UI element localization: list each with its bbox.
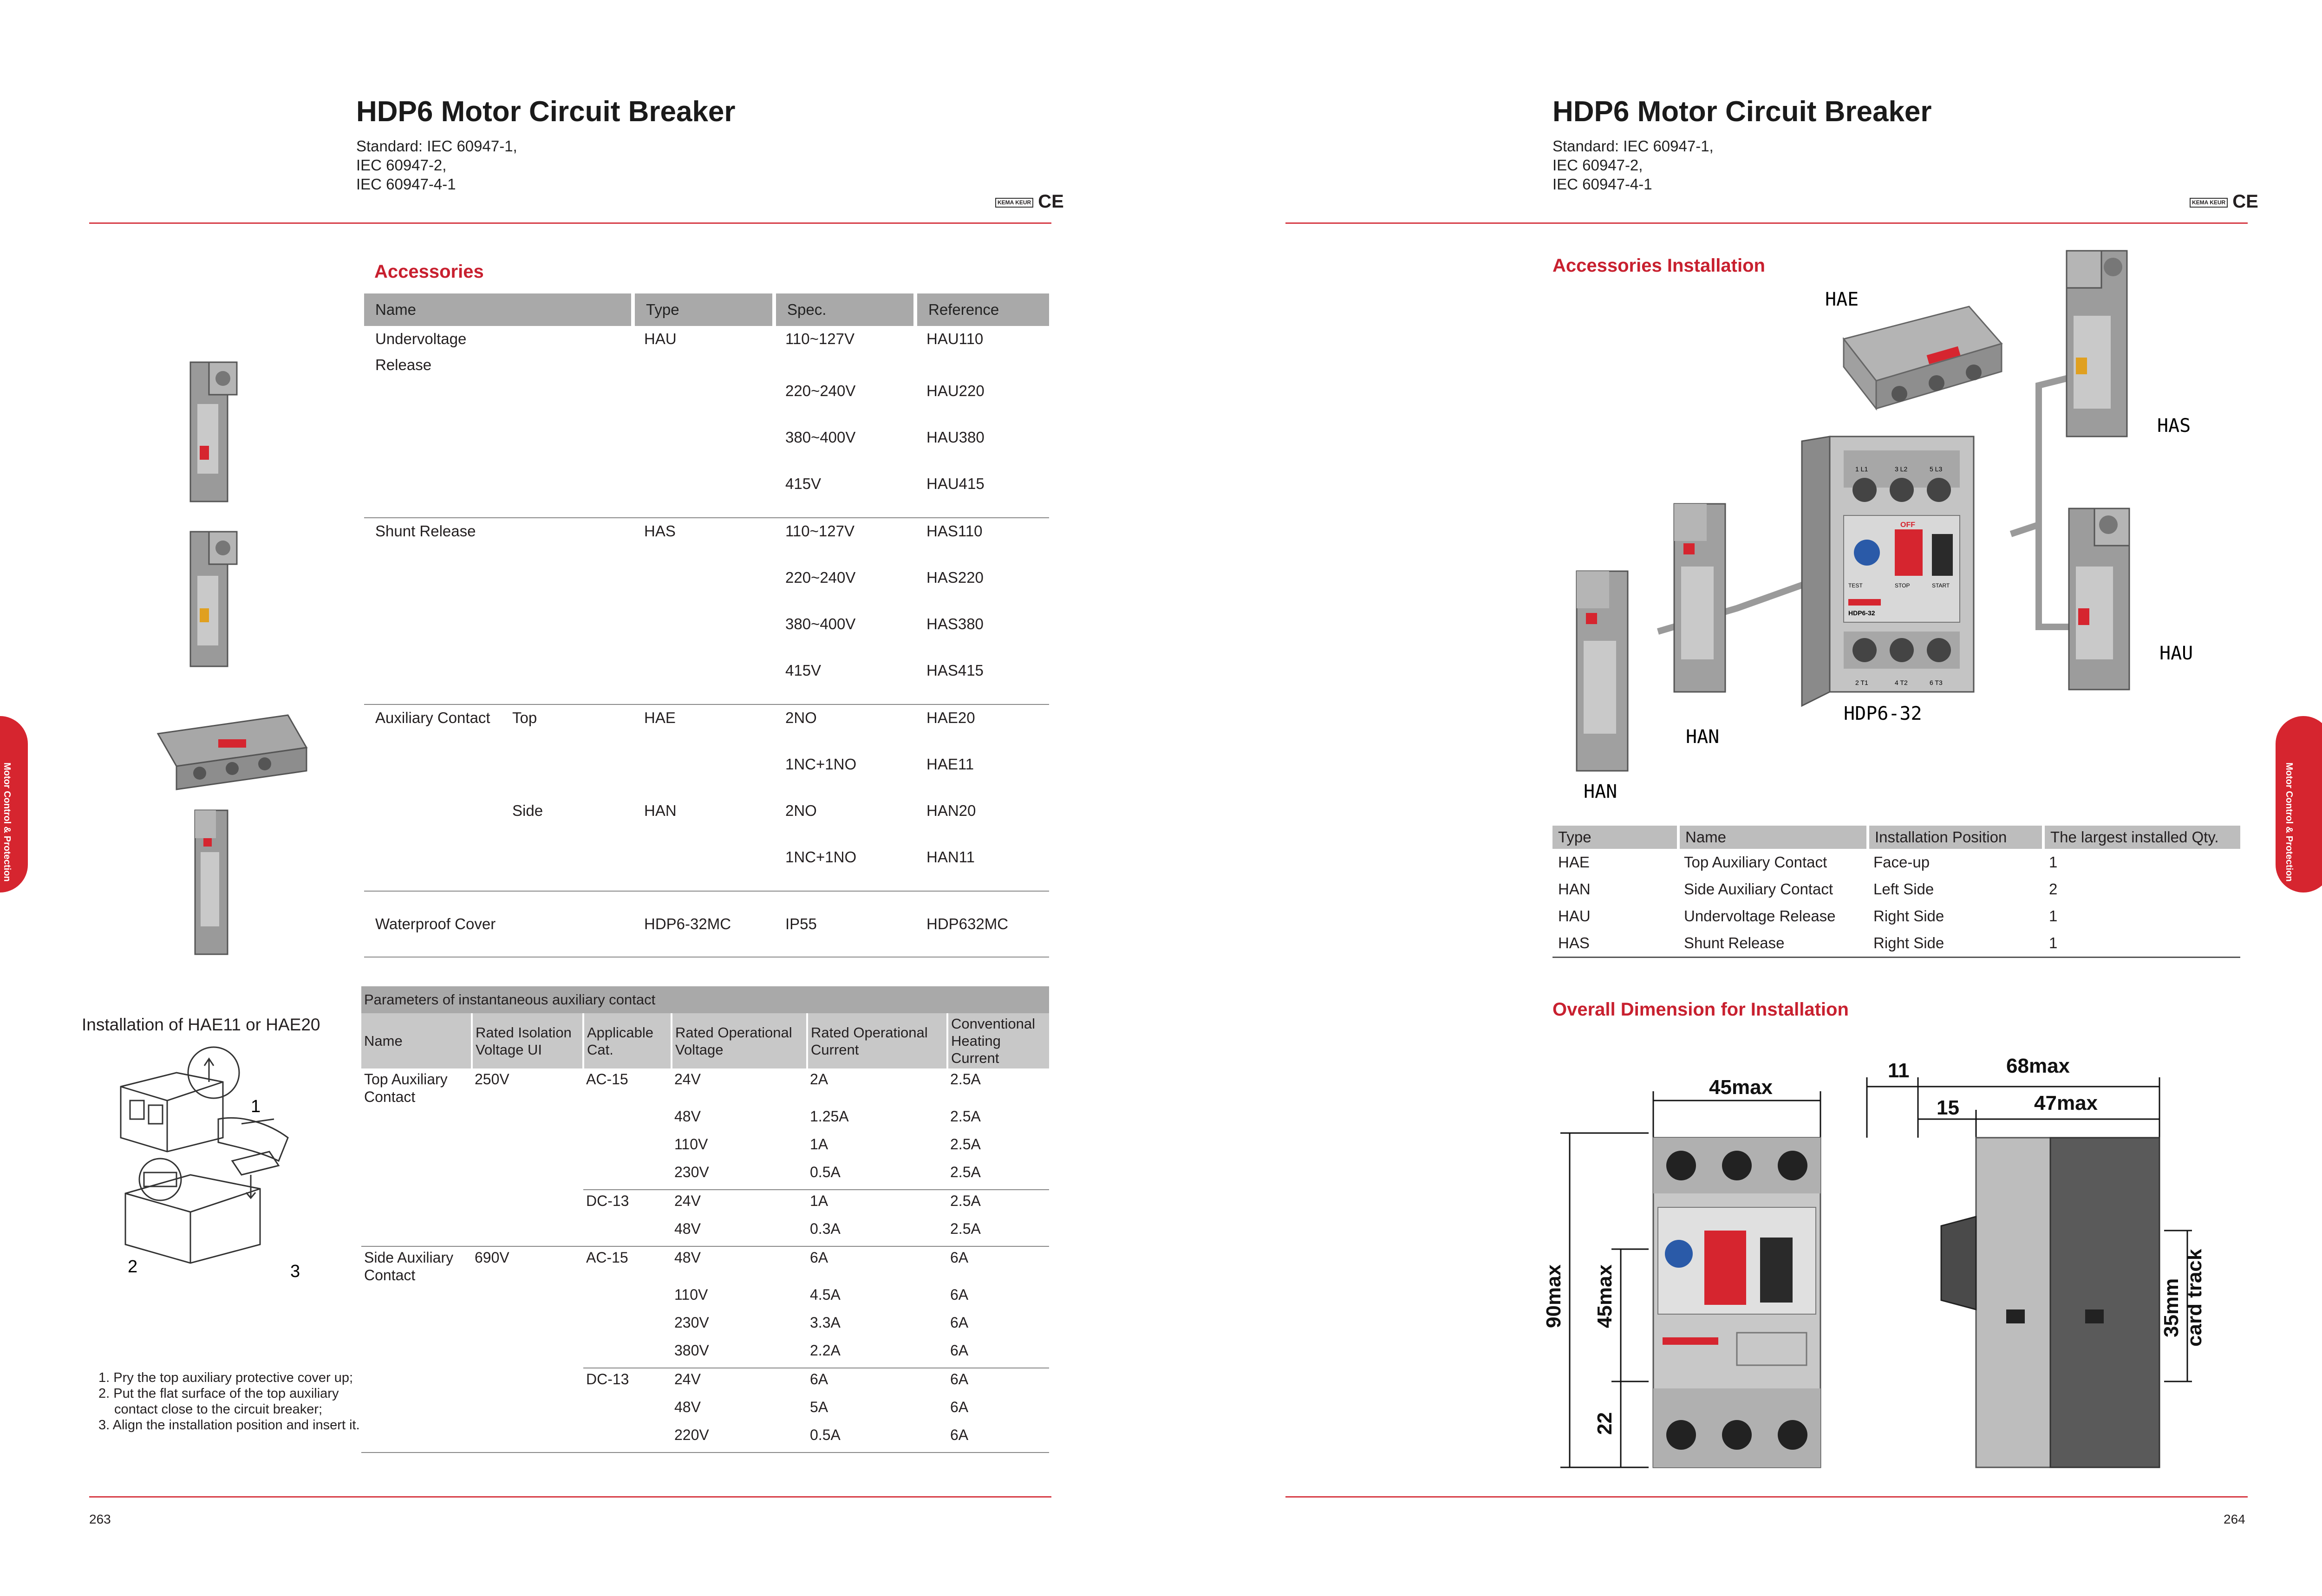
accessory-subtype: Top xyxy=(512,709,537,726)
accessory-ref: HAN20 xyxy=(926,802,976,819)
param-ui xyxy=(472,1368,583,1396)
param-i: 1.25A xyxy=(810,1108,849,1125)
param-h: 2.5A xyxy=(947,1190,1049,1218)
param-ui: 690V xyxy=(472,1246,583,1284)
param-v: 380V xyxy=(674,1342,709,1359)
param-v: 24V xyxy=(674,1071,701,1088)
callout-2: 2 xyxy=(128,1257,138,1277)
accessory-spec: 220~240V xyxy=(785,569,856,586)
left-top-rule xyxy=(89,222,1051,224)
accessory-photos xyxy=(139,353,325,966)
accessories-install-figure xyxy=(1570,246,2211,808)
accessory-ref: HAS380 xyxy=(926,615,984,632)
param-h: 2.5A xyxy=(950,1164,981,1180)
param-ui: 250V xyxy=(475,1071,509,1088)
accessory-name-cell xyxy=(364,891,633,957)
param-name xyxy=(361,1161,472,1190)
param-row xyxy=(361,1133,1049,1161)
left-page-number: 263 xyxy=(89,1512,111,1526)
param-v: 230V xyxy=(674,1314,709,1331)
standard-line: Standard: IEC 60947-1, xyxy=(356,137,517,155)
accessory-spec: 2NO xyxy=(785,709,817,726)
accessory-type xyxy=(633,611,774,658)
dim-11: 11 xyxy=(1888,1059,1910,1082)
param-row xyxy=(361,1368,1049,1396)
callout-3: 3 xyxy=(290,1262,300,1281)
install-cell: Left Side xyxy=(1873,880,1934,898)
param-i: 1A xyxy=(810,1136,828,1153)
accessory-name-cell xyxy=(364,798,633,844)
label-hau: HAU xyxy=(2159,643,2193,664)
accessory-row xyxy=(364,326,1049,378)
han-inner-figure-icon xyxy=(1674,504,1725,692)
han-outer-figure-icon xyxy=(1577,571,1628,771)
col-header-spec: Spec. xyxy=(774,293,915,326)
param-name xyxy=(361,1340,472,1368)
param-header-heating: Conventional Heating Current xyxy=(947,1013,1049,1068)
install-cell: Right Side xyxy=(1873,934,1944,951)
accessory-type xyxy=(633,378,774,424)
install-step: 1. Pry the top auxiliary protective cover up; xyxy=(98,1370,353,1385)
install-cell: Undervoltage Release xyxy=(1684,907,1836,925)
dim-22: 22 xyxy=(1593,1412,1616,1435)
param-h: 6A xyxy=(947,1424,1049,1453)
param-ui xyxy=(472,1312,583,1340)
dim-45max-height: 45max xyxy=(1593,1264,1616,1328)
param-name xyxy=(361,1284,472,1312)
param-name: Side Auxiliary Contact xyxy=(361,1246,472,1284)
dim-card-track: card track xyxy=(2183,1249,2206,1347)
accessory-name: Undervoltage Release xyxy=(375,330,467,373)
accessory-type xyxy=(633,844,774,891)
param-cat xyxy=(583,1133,672,1161)
param-i: 2A xyxy=(810,1071,828,1088)
hae-figure-icon xyxy=(1844,306,2002,409)
start-text: START xyxy=(1932,582,1950,589)
param-i: 5A xyxy=(810,1399,828,1415)
param-cat: DC-13 xyxy=(583,1190,672,1218)
param-name xyxy=(361,1106,472,1133)
param-h: 2.5A xyxy=(950,1136,981,1153)
accessory-row xyxy=(364,751,1049,798)
param-ui xyxy=(472,1218,583,1246)
accessory-type xyxy=(633,424,774,471)
accessory-ref: HAU110 xyxy=(926,330,984,347)
hau-figure-icon xyxy=(2069,508,2129,690)
accessory-ref: HAE11 xyxy=(926,756,974,773)
accessory-type xyxy=(633,565,774,611)
left-page-title: HDP6 Motor Circuit Breaker xyxy=(356,96,736,128)
param-i: 6A xyxy=(807,1368,947,1396)
install-step: 2. Put the flat surface of the top auxiliary xyxy=(98,1386,339,1401)
param-cat xyxy=(583,1424,672,1453)
accessory-spec: 380~400V xyxy=(785,429,856,446)
term-t1: 2 T1 xyxy=(1855,679,1868,686)
accessory-row xyxy=(364,844,1049,891)
param-v: 48V xyxy=(674,1108,701,1125)
accessory-subtype: Side xyxy=(512,802,543,819)
label-has: HAS xyxy=(2157,415,2191,436)
param-cat xyxy=(583,1396,672,1424)
param-name: Top Auxiliary Contact xyxy=(364,1071,448,1105)
accessory-name-cell xyxy=(364,658,633,704)
param-v: 48V xyxy=(672,1246,807,1284)
standard-line: IEC 60947-2, xyxy=(1552,156,1643,174)
param-ui xyxy=(472,1133,583,1161)
accessory-row xyxy=(364,704,1049,751)
param-row xyxy=(361,1068,1049,1106)
accessory-row xyxy=(364,798,1049,844)
accessory-name-cell xyxy=(364,565,633,611)
hau-photo-icon xyxy=(190,362,237,502)
accessory-type: HAS xyxy=(644,522,676,540)
param-v: 110V xyxy=(674,1286,708,1303)
hae-photo-icon xyxy=(158,715,307,789)
install-step: contact close to the circuit breaker; xyxy=(114,1402,323,1417)
accessory-spec: 110~127V xyxy=(785,330,854,347)
param-row xyxy=(361,1161,1049,1190)
left-side-tab-text: Motor Control & Protection xyxy=(2,762,12,882)
param-row xyxy=(361,1190,1049,1218)
param-ui xyxy=(472,1424,583,1453)
param-v: 48V xyxy=(674,1399,701,1415)
install-row xyxy=(1552,849,2240,876)
accessory-spec: 110~127V xyxy=(785,522,854,540)
front-view-icon xyxy=(1653,1138,1820,1467)
param-name xyxy=(361,1133,472,1161)
param-i: 0.5A xyxy=(807,1424,947,1453)
dim-45max-width: 45max xyxy=(1709,1076,1773,1099)
accessory-row xyxy=(364,424,1049,471)
param-cat: AC-15 xyxy=(583,1246,672,1284)
accessory-spec: 2NO xyxy=(785,802,817,819)
install-table xyxy=(1552,826,2240,958)
accessory-spec: 1NC+1NO xyxy=(774,844,915,891)
accessory-row xyxy=(364,658,1049,704)
left-standards xyxy=(356,137,517,194)
param-cat xyxy=(583,1284,672,1312)
kema-keur-logo: KEMA KEUR xyxy=(2190,198,2228,208)
ce-mark: CE xyxy=(2232,191,2258,212)
param-h: 6A xyxy=(950,1399,969,1415)
install-cell: 1 xyxy=(2049,907,2058,925)
param-cat: AC-15 xyxy=(586,1071,628,1088)
han-photo-icon xyxy=(195,810,228,954)
side-view-icon xyxy=(1941,1138,2159,1467)
install-cell: 1 xyxy=(2049,853,2058,871)
param-h: 2.5A xyxy=(950,1108,981,1125)
install-cell: Side Auxiliary Contact xyxy=(1684,880,1833,898)
param-cat xyxy=(583,1312,672,1340)
accessory-ref: HAU220 xyxy=(926,382,985,399)
accessory-row xyxy=(364,565,1049,611)
param-cat: DC-13 xyxy=(583,1368,672,1396)
param-row xyxy=(361,1284,1049,1312)
param-v: 110V xyxy=(674,1136,708,1153)
param-v: 24V xyxy=(672,1190,807,1218)
param-h: 6A xyxy=(947,1368,1049,1396)
col-header-type: Type xyxy=(633,293,774,326)
off-text: OFF xyxy=(1900,521,1915,529)
install-cell: 1 xyxy=(2049,934,2058,951)
install-hae-heading: Installation of HAE11 or HAE20 xyxy=(82,1015,320,1034)
param-i: 0.5A xyxy=(810,1164,841,1180)
install-row xyxy=(1552,876,2240,903)
test-text: TEST xyxy=(1848,582,1863,589)
accessory-spec: IP55 xyxy=(774,891,915,957)
param-name xyxy=(361,1396,472,1424)
install-cell: HAS xyxy=(1558,934,1590,951)
accessory-row xyxy=(364,378,1049,424)
param-row xyxy=(361,1340,1049,1368)
accessory-ref: HAS220 xyxy=(926,569,984,586)
accessory-type: HAU xyxy=(644,330,677,347)
dim-47max: 47max xyxy=(2034,1092,2098,1114)
accessory-ref: HDP632MC xyxy=(915,891,1049,957)
param-h: 6A xyxy=(947,1246,1049,1284)
right-top-rule xyxy=(1285,222,2248,224)
accessory-type xyxy=(633,471,774,518)
left-cert-marks xyxy=(995,191,1064,212)
label-han-outer: HAN xyxy=(1584,781,1618,802)
accessory-row xyxy=(364,518,1049,565)
param-name xyxy=(361,1424,472,1453)
standard-line: Standard: IEC 60947-1, xyxy=(1552,137,1714,155)
accessory-type: HAE xyxy=(644,709,676,726)
param-name xyxy=(361,1190,472,1218)
accessory-ref: HAS110 xyxy=(926,522,983,540)
model-text: HDP6-32 xyxy=(1848,609,1875,617)
install-cell: HAN xyxy=(1558,880,1591,898)
accessory-name-cell xyxy=(364,378,633,424)
accessory-type xyxy=(633,751,774,798)
params-caption: Parameters of instantaneous auxiliary contact xyxy=(361,986,1049,1013)
col-header-name: Name xyxy=(364,293,633,326)
param-ui xyxy=(472,1106,583,1133)
param-h: 2.5A xyxy=(950,1220,981,1237)
accessory-ref: HAU380 xyxy=(926,429,985,446)
install-cell: Shunt Release xyxy=(1684,934,1785,951)
params-table xyxy=(361,986,1049,1453)
term-t2: 4 T2 xyxy=(1895,679,1908,686)
param-i: 3.3A xyxy=(810,1314,841,1331)
right-side-tab-text: Motor Control & Protection xyxy=(2284,762,2294,882)
right-standards xyxy=(1552,137,1714,194)
param-i: 6A xyxy=(807,1246,947,1284)
term-l1: 1 L1 xyxy=(1855,465,1868,473)
accessory-name-cell xyxy=(364,518,633,565)
accessory-name-cell xyxy=(364,326,633,378)
install-cell: Face-up xyxy=(1873,853,1930,871)
term-l2: 3 L2 xyxy=(1895,465,1908,473)
param-header-voltage: Rated Operational Voltage xyxy=(672,1013,807,1068)
install-cell: Top Auxiliary Contact xyxy=(1684,853,1827,871)
param-header-current: Rated Operational Current xyxy=(807,1013,947,1068)
ce-mark: CE xyxy=(1038,191,1064,212)
param-row xyxy=(361,1396,1049,1424)
has-photo-icon xyxy=(190,532,237,666)
dim-35mm: 35mm xyxy=(2160,1278,2183,1337)
accessory-name-cell xyxy=(364,424,633,471)
ins-header-position: Installation Position xyxy=(1868,826,2043,849)
param-i: 1A xyxy=(807,1190,947,1218)
param-ui xyxy=(472,1396,583,1424)
accessory-ref: HAE20 xyxy=(926,709,975,726)
accessory-name: Shunt Release xyxy=(375,522,476,540)
callout-1: 1 xyxy=(251,1097,261,1116)
accessories-install-heading: Accessories Installation xyxy=(1552,255,1765,276)
param-h: 2.5A xyxy=(950,1071,981,1088)
param-v: 220V xyxy=(672,1424,807,1453)
right-page-number: 264 xyxy=(2224,1512,2245,1526)
standard-line: IEC 60947-4-1 xyxy=(1552,176,1652,193)
param-row xyxy=(361,1106,1049,1133)
install-row xyxy=(1552,903,2240,930)
install-steps xyxy=(98,1370,360,1433)
accessory-name-cell xyxy=(364,704,633,751)
param-row xyxy=(361,1312,1049,1340)
right-page-title: HDP6 Motor Circuit Breaker xyxy=(1552,96,1932,128)
install-diagram xyxy=(111,1045,316,1286)
param-h: 6A xyxy=(950,1286,969,1303)
accessory-name-cell xyxy=(364,751,633,798)
ins-header-name: Name xyxy=(1678,826,1868,849)
install-cell: HAU xyxy=(1558,907,1591,925)
left-bottom-rule xyxy=(89,1496,1051,1498)
col-header-reference: Reference xyxy=(915,293,1049,326)
label-breaker: HDP6-32 xyxy=(1844,703,1922,724)
term-t3: 6 T3 xyxy=(1930,679,1943,686)
param-ui xyxy=(472,1190,583,1218)
right-cert-marks xyxy=(2190,191,2258,212)
dimension-heading: Overall Dimension for Installation xyxy=(1552,999,1849,1020)
param-row xyxy=(361,1424,1049,1453)
param-cat xyxy=(583,1340,672,1368)
install-step: 3. Align the installation position and insert it. xyxy=(98,1418,360,1433)
param-cat xyxy=(583,1161,672,1190)
param-ui xyxy=(472,1284,583,1312)
accessory-name: Waterproof Cover xyxy=(375,915,496,932)
param-name xyxy=(361,1368,472,1396)
param-name xyxy=(361,1218,472,1246)
accessory-ref: HAN11 xyxy=(915,844,1049,891)
accessory-spec: 1NC+1NO xyxy=(785,756,857,773)
accessory-ref: HAU415 xyxy=(915,471,1049,518)
param-v: 230V xyxy=(674,1164,709,1180)
standard-line: IEC 60947-2, xyxy=(356,156,447,174)
accessory-spec: 415V xyxy=(774,471,915,518)
accessories-table xyxy=(364,293,1049,958)
param-cat xyxy=(583,1106,672,1133)
standard-line: IEC 60947-4-1 xyxy=(356,176,456,193)
param-name xyxy=(361,1312,472,1340)
param-i: 4.5A xyxy=(810,1286,841,1303)
accessory-row xyxy=(364,471,1049,518)
accessory-type: HDP6-32MC xyxy=(633,891,774,957)
accessory-row xyxy=(364,891,1049,957)
breaker-figure-icon xyxy=(1802,436,1974,706)
param-i: 0.3A xyxy=(810,1220,841,1237)
param-header-cat: Applicable Cat. xyxy=(583,1013,672,1068)
right-side-tab xyxy=(2276,716,2322,892)
has-figure-icon xyxy=(2067,251,2127,436)
param-h: 6A xyxy=(950,1342,969,1359)
param-v: 24V xyxy=(672,1368,807,1396)
install-cell: Right Side xyxy=(1873,907,1944,925)
accessory-name-cell xyxy=(364,844,633,891)
accessory-type xyxy=(633,658,774,704)
install-cell: 2 xyxy=(2049,880,2058,898)
dimension-drawing xyxy=(1542,1049,2206,1486)
ins-header-qty: The largest installed Qty. xyxy=(2043,826,2240,849)
accessory-name-cell xyxy=(364,611,633,658)
param-cat xyxy=(583,1218,672,1246)
install-row xyxy=(1552,930,2240,958)
param-h: 6A xyxy=(950,1314,969,1331)
param-i: 2.2A xyxy=(810,1342,841,1359)
accessory-spec: 380~400V xyxy=(785,615,856,632)
label-han-inner: HAN xyxy=(1686,726,1720,748)
accessory-name: Auxiliary Contact xyxy=(375,709,490,726)
param-v: 48V xyxy=(674,1220,701,1237)
dim-90max: 90max xyxy=(1542,1264,1565,1328)
stop-text: STOP xyxy=(1895,582,1910,589)
param-ui xyxy=(472,1161,583,1190)
accessory-spec: 220~240V xyxy=(785,382,856,399)
param-header-name: Name xyxy=(361,1013,472,1068)
ins-header-type: Type xyxy=(1552,826,1678,849)
right-bottom-rule xyxy=(1285,1496,2248,1498)
accessories-heading: Accessories xyxy=(374,261,484,282)
accessory-row xyxy=(364,611,1049,658)
label-hae: HAE xyxy=(1825,289,1859,310)
param-row xyxy=(361,1246,1049,1284)
term-l3: 5 L3 xyxy=(1930,465,1943,473)
accessory-ref: HAS415 xyxy=(915,658,1049,704)
install-cell: HAE xyxy=(1558,853,1590,871)
dim-15: 15 xyxy=(1937,1096,1959,1119)
kema-keur-logo: KEMA KEUR xyxy=(995,198,1033,208)
left-side-tab xyxy=(0,716,28,892)
param-header-isolation: Rated Isolation Voltage UI xyxy=(472,1013,583,1068)
accessory-spec: 415V xyxy=(774,658,915,704)
accessory-type: HAN xyxy=(644,802,677,819)
dim-68max: 68max xyxy=(2006,1055,2070,1077)
param-row xyxy=(361,1218,1049,1246)
param-ui xyxy=(472,1340,583,1368)
accessory-name-cell xyxy=(364,471,633,518)
